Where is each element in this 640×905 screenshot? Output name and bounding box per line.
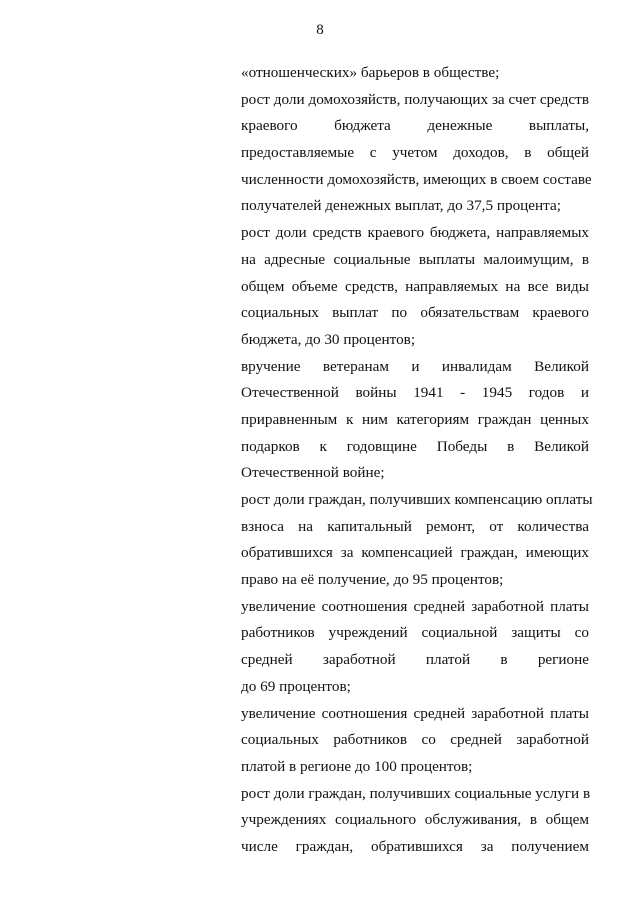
text-line: подарков к годовщине Победы в Великой — [241, 437, 589, 455]
text-line: числе граждан, обратившихся за получением — [241, 837, 589, 855]
text-line: рост доли домохозяйств, получающих за счет средств — [241, 90, 589, 108]
text-line: краевого бюджета денежные выплаты, — [241, 117, 589, 135]
text-line: рост доли граждан, получивших социальные услуги в — [241, 784, 591, 802]
text-line: Отечественной войне; — [241, 464, 385, 482]
text-line: приравненным к ним категориям граждан ценных — [241, 410, 589, 428]
text-line: социальных работников со средней заработной — [241, 731, 589, 749]
text-line: средней заработной платой в регионе — [241, 651, 589, 669]
text-line: работников учреждений социальной защиты со — [241, 624, 589, 642]
document-body — [241, 60, 593, 861]
text-line: социальных выплат по обязательствам краевого — [241, 304, 589, 322]
text-line: платой в регионе до 100 процентов; — [241, 757, 473, 775]
text-line: на адресные социальные выплаты малоимущим, в — [241, 250, 589, 268]
text-line: общем объеме средств, направляемых на все виды — [241, 277, 589, 295]
text-line: право на её получение, до 95 процентов; — [241, 571, 504, 589]
text-line: получателей денежных выплат, до 37,5 процента; — [241, 197, 561, 215]
text-line: увеличение соотношения средней заработной платы — [241, 704, 589, 722]
text-line: рост доли средств краевого бюджета, направляемых — [241, 224, 589, 242]
text-line: рост доли граждан, получивших компенсацию оплаты — [241, 491, 593, 508]
text-line: до 69 процентов; — [241, 677, 351, 695]
text-line: вручение ветеранам и инвалидам Великой — [241, 357, 589, 375]
text-line: увеличение соотношения средней заработной платы — [241, 597, 589, 615]
text-line: обратившихся за компенсацией граждан, имеющих — [241, 544, 589, 562]
text-line: Отечественной войны 1941 - 1945 годов и — [241, 384, 589, 402]
text-line: бюджета, до 30 процентов; — [241, 330, 416, 348]
text-line: численности домохозяйств, имеющих в своем составе — [241, 170, 592, 188]
text-line: учреждениях социального обслуживания, в общем — [241, 811, 589, 829]
text-line: взноса на капитальный ремонт, от количества — [241, 517, 589, 535]
text-line: «отношенческих» барьеров в обществе; — [241, 64, 500, 81]
text-line: предоставляемые с учетом доходов, в общей — [241, 144, 589, 162]
page-number: 8 — [316, 22, 324, 38]
